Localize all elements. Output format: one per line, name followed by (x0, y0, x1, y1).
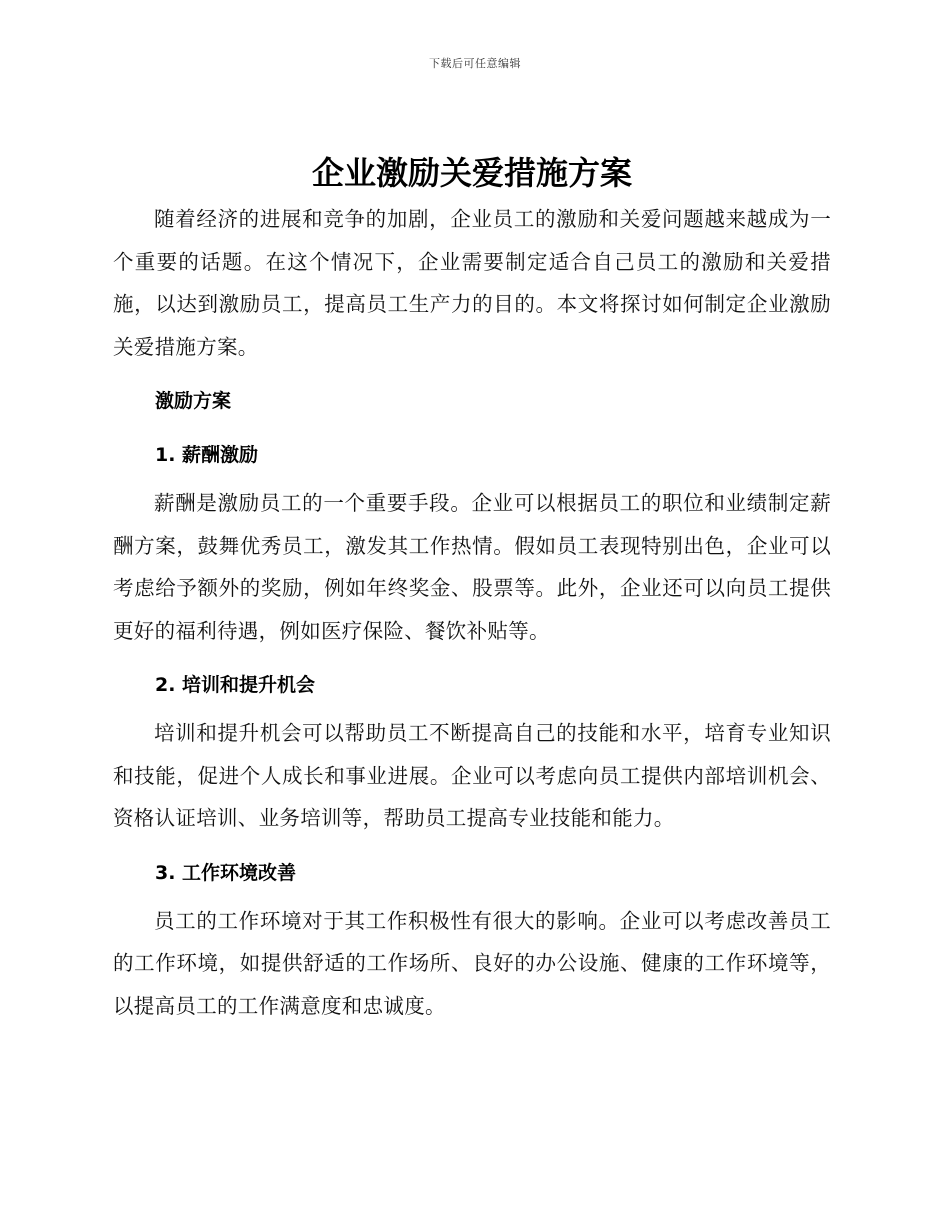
intro-paragraph: 随着经济的进展和竞争的加剧，企业员工的激励和关爱问题越来越成为一个重要的话题。在这个情况下，企业需要制定适合自己员工的激励和关爱措施，以达到激励员工，提高员工生产力的目的。本文将探讨如何制定企业激励关爱措施方案。 (113, 207, 831, 359)
item-body-environment: 员工的工作环境对于其工作积极性有很大的影响。企业可以考虑改善员工的工作环境，如提供舒适的工作场所、良好的办公设施、健康的工作环境等，以提高员工的工作满意度和忠诚度。 (113, 908, 831, 1018)
item-heading-training: 2. 培训和提升机会 (155, 674, 316, 696)
page-header-note: 下载后可任意编辑 (429, 57, 521, 70)
document-title: 企业激励关爱措施方案 (311, 154, 632, 192)
item-heading-salary: 1. 薪酬激励 (155, 444, 259, 466)
section-heading: 激励方案 (155, 390, 232, 412)
item-heading-environment: 3. 工作环境改善 (155, 861, 297, 884)
document-content (113, 148, 831, 1027)
item-body-training: 培训和提升机会可以帮助员工不断提高自己的技能和水平，培育专业知识和技能，促进个人成长和事业进展。企业可以考虑向员工提供内部培训机会、资格认证培训、业务培训等，帮助员工提高专业技能和能力。 (113, 721, 831, 830)
item-body-salary: 薪酬是激励员工的一个重要手段。企业可以根据员工的职位和业绩制定薪酬方案，鼓舞优秀员工，激发其工作热情。假如员工表现特别出色，企业可以考虑给予额外的奖励，例如年终奖金、股票等。此外，企业还可以向员工提供更好的福利待遇，例如医疗保险、餐饮补贴等。 (113, 491, 831, 643)
